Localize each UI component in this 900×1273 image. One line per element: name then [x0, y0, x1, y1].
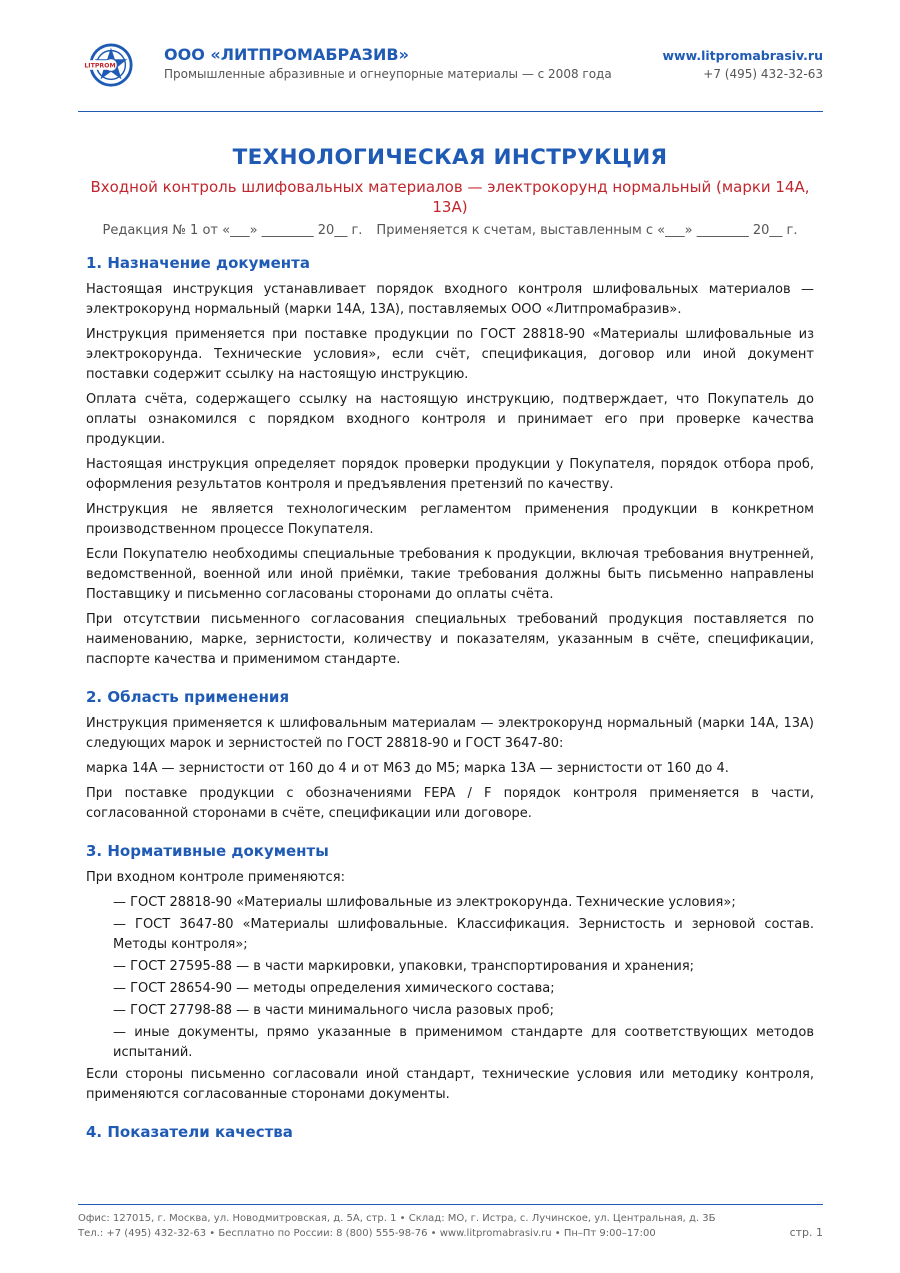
list-item: — ГОСТ 28818-90 «Материалы шлифовальные из электрокорунда. Технические условия»;: [113, 895, 736, 910]
section-heading: 2. Область применения: [86, 688, 290, 706]
document-title: ТЕХНОЛОГИЧЕСКАЯ ИНСТРУКЦИЯ: [232, 145, 668, 170]
section-heading: 4. Показатели качества: [86, 1123, 293, 1141]
paragraph: При входном контроле применяются:: [86, 870, 346, 885]
edition-line: [86, 223, 814, 238]
svg-text:LITPROM: LITPROM: [84, 62, 116, 70]
list-item: — ГОСТ 28654-90 — методы определения химического состава;: [113, 981, 555, 996]
standards-list: [86, 893, 814, 1063]
list-item: — ГОСТ 3647-80 «Материалы шлифовальные. Классификация. Зернистость и зерновой состав. Методы контроля»;: [113, 917, 814, 952]
paragraph: Если Покупателю необходимы специальные требования к продукции, включая требования внутренней, ведомственной, военной или иной приёмки, такие требования должны быть письменно направлены Поставщику и письменно согласованы сторонами до оплаты счёта.: [86, 547, 814, 602]
footer-contacts: Тел.: +7 (495) 432-32-63 • Бесплатно по России: 8 (800) 555-98-76 • www.litpromabrasiv.ru • Пн–Пт 9:00–17:00: [78, 1228, 656, 1239]
paragraph: Инструкция применяется к шлифовальным материалам — электрокорунд нормальный (марки 14А, 13А) следующих марок и зернистостей по ГОСТ 28818-90 и ГОСТ 3647-80:: [86, 716, 814, 751]
section-heading: 3. Нормативные документы: [86, 842, 329, 860]
paragraph: При отсутствии письменного согласования специальных требований продукция поставляется по наименованию, марке, зернистости, количеству и показателям, указанным в счёте, спецификации, паспорте качества и применимом стандарте.: [86, 612, 814, 667]
header-phone: +7 (495) 432-32-63: [703, 67, 823, 81]
paragraph: марка 14А — зернистости от 160 до 4 и от М63 до М5; марка 13А — зернистости от 160 до 4.: [86, 761, 729, 776]
company-logo: [84, 42, 134, 88]
footer-address: Офис: 127015, г. Москва, ул. Новодмитровская, д. 5А, стр. 1 • Склад: МО, г. Истра, с. Лучинское, ул. Центральная, д. 3Б: [78, 1213, 716, 1224]
page-number: стр. 1: [789, 1226, 823, 1239]
paragraph: Инструкция не является технологическим регламентом применения продукции в конкретном производственном процессе Покупателя.: [86, 502, 814, 537]
paragraph: Оплата счёта, содержащего ссылку на настоящую инструкцию, подтверждает, что Покупатель до оплаты ознакомился с порядком входного контроля и принимает его при проверке качества продукции.: [86, 392, 814, 447]
paragraph: Настоящая инструкция устанавливает порядок входного контроля шлифовальных материалов — электрокорунд нормальный (марки 14А, 13А), поставляемых ООО «Литпромабразив».: [86, 282, 814, 317]
document-subtitle: Входной контроль шлифовальных материалов — электрокорунд нормальный (марки 14А, 13А): [90, 178, 810, 216]
applies-text: Применяется к счетам, выставленным с «___» ________ 20__ г.: [376, 223, 798, 238]
section-heading: 1. Назначение документа: [86, 254, 310, 272]
paragraph: Инструкция применяется при поставке продукции по ГОСТ 28818-90 «Материалы шлифовальные из электрокорунда. Технические условия», если счёт, спецификация, договор или иной документ поставки содержит ссылку на настоящую инструкцию.: [86, 327, 814, 382]
page-header: [78, 40, 823, 112]
list-item: — ГОСТ 27798-88 — в части минимального числа разовых проб;: [113, 1003, 554, 1018]
paragraph: При поставке продукции с обозначениями FEPA / F порядок контроля применяется в части, согласованной сторонами в счёте, спецификации или договоре.: [86, 786, 814, 821]
page-footer: [78, 1204, 823, 1241]
company-name: ООО «ЛИТПРОМАБРАЗИВ»: [164, 45, 409, 64]
paragraph: Если стороны письменно согласовали иной стандарт, технические условия или методику контроля, применяются согласованные сторонами документы.: [86, 1067, 814, 1102]
list-item: — иные документы, прямо указанные в применимом стандарте для соответствующих методов испытаний.: [113, 1025, 814, 1060]
paragraph: Настоящая инструкция определяет порядок проверки продукции у Покупателя, порядок отбора проб, оформления результатов контроля и предъявления претензий по качеству.: [86, 457, 814, 492]
document-body: [86, 145, 814, 1149]
website-link[interactable]: www.litpromabrasiv.ru: [662, 48, 823, 63]
company-tagline: Промышленные абразивные и огнеупорные материалы — с 2008 года: [164, 67, 612, 81]
list-item: — ГОСТ 27595-88 — в части маркировки, упаковки, транспортирования и хранения;: [113, 959, 695, 974]
edition-text: Редакция № 1 от «___» ________ 20__ г.: [102, 223, 363, 238]
